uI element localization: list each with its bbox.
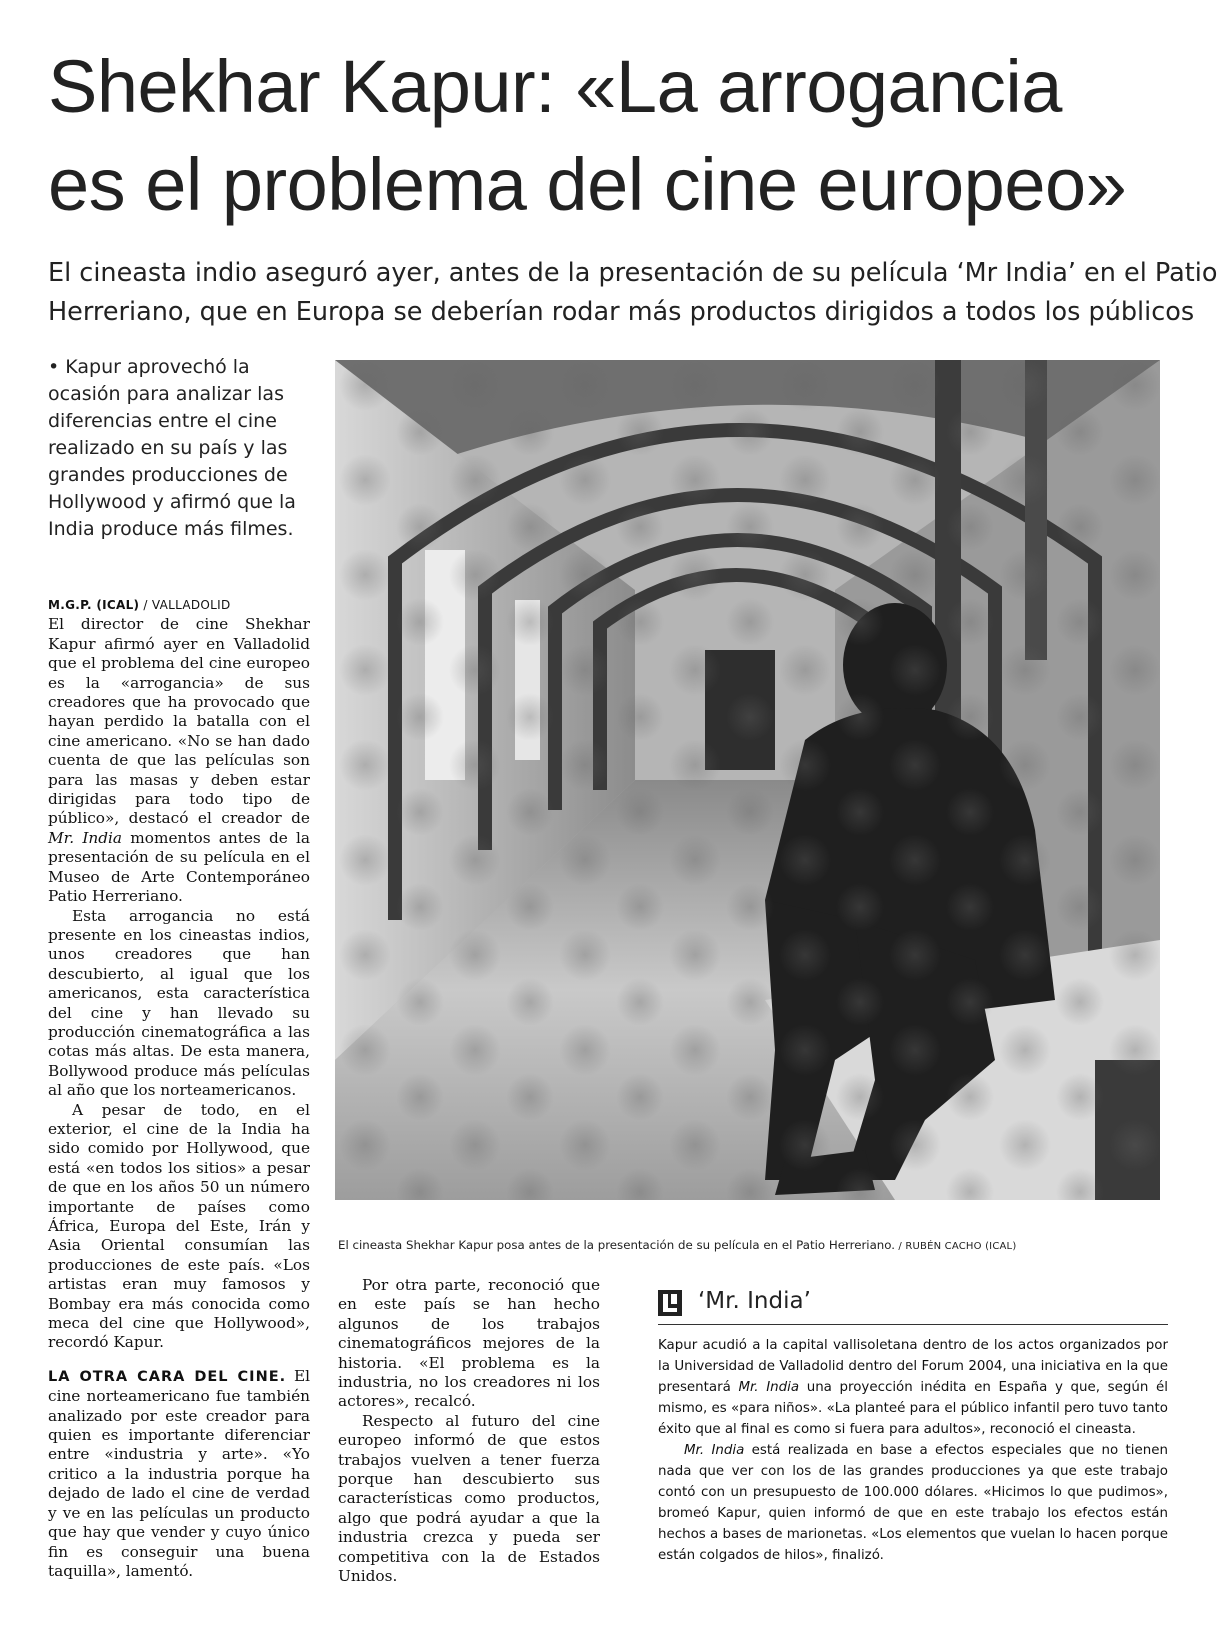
newspaper-logo-icon (658, 1290, 682, 1316)
section-heading: LA OTRA CARA DEL CINE. (48, 1368, 287, 1385)
sidebar-paragraph-1-text: Kapur acudió a la capital vallisoletana dentro de los actos organizados por la Universidad de Valladolid dentro del Forum 2004, una iniciativa en la que presentará (658, 1338, 1168, 1395)
sidebar-body (658, 1335, 1168, 1566)
headline-line-1: Shekhar Kapur: «La arrogancia (48, 45, 1062, 128)
photo-caption (338, 1238, 1168, 1252)
article-paragraph-1 (48, 615, 310, 906)
film-title: Mr. India (48, 828, 123, 847)
byline-location: / VALLADOLID (139, 598, 231, 612)
article-paragraph-6: Respecto al futuro del cine europeo informó de que estos trabajos vuelven a tener fuerza porque han descubierto sus características como productos, algo que podrá ayudar a que la industria crezca y pueda ser competitiva con la de Estados Unidos. (338, 1411, 600, 1586)
article-paragraph-4-text: El cine norteamericano fue también analizado por este creador para quien es importante diferenciar entre «industria y arte». «Yo critico a la industria porque ha dejado de lado el cine de verdad y ve en las películas un producto que hay que vender y cuyo único fin es conseguir una buena taquilla», lamentó. (48, 1366, 311, 1580)
sidebar-paragraph-1-end: una proyección inédita en España y que, según él mismo, es «para niños». «La planteé para el público infantil pero tuvo tanto éxito que al final es como si fuera para adultos», reconoció el cineasta. (658, 1380, 1168, 1437)
sidebar-header (658, 1288, 1168, 1325)
sidebar-box (658, 1288, 1168, 1566)
sidebar-film-title-2: Mr. India (684, 1443, 745, 1458)
sidebar-paragraph-2 (658, 1440, 1168, 1566)
article-paragraph-4 (48, 1367, 310, 1581)
lead-summary: • Kapur aprovechó la ocasión para analizar las diferencias entre el cine realizado en su país y las grandes producciones de Hollywood y afirmó que la India produce más filmes. (48, 356, 296, 540)
byline (48, 596, 310, 615)
sidebar-paragraph-1 (658, 1335, 1168, 1440)
subtitle (48, 254, 1218, 332)
article-column-2 (338, 1276, 600, 1587)
article-paragraph-1-text: El director de cine Shekhar Kapur afirmó ayer en Valladolid que el problema del cine europeo es la «arrogancia» de sus creadores que ha provocado que hayan perdido la batalla con el cine americano. «No se han dado cuenta de que las películas son para las masas y deben estar dirigidas para todo tipo de público», destacó el creador de (48, 615, 310, 828)
sidebar-paragraph-2-text: está realizada en base a efectos especiales que no tienen nada que ver con los de las grandes producciones ya que este trabajo contó con un presupuesto de 100.000 dólares. «Hicimos lo que pudimos», bromeó Kapur, quien informó de que en este trabajo los efectos están hechos a bases de marionetas. «Los elementos que vuelan lo hacen porque están colgados de hilos», finalizó. (658, 1443, 1168, 1563)
article-paragraph-5: Por otra parte, reconoció que en este país se han hecho algunos de los trabajos cinematográficos mejores de la historia. «El problema es la industria, no los creadores ni los actores», recalcó. (338, 1276, 600, 1411)
article-paragraph-3: A pesar de todo, en el exterior, el cine de la India ha sido comido por Hollywood, que está «en todos los sitios» a pesar de que en los años 50 un número importante de países como África, Europa del Este, Irán y Asia Oriental consumían las producciones de este país. «Los artistas eran muy famosos y Bombay era más conocida como meca del cine que Hollywood», recordó Kapur. (48, 1100, 310, 1352)
article-column-1 (48, 596, 310, 1581)
article-paragraph-2: Esta arrogancia no está presente en los cineastas indios, unos creadores que han descubierto, al igual que los americanos, esta característica del cine y han llevado su producción cinematográfica a las cotas más altas. De esta manera, Bollywood produce más películas al año que los norteamericanos. (48, 906, 310, 1100)
caption-text: El cineasta Shekhar Kapur posa antes de la presentación de su película en el Patio Herreriano. (338, 1238, 896, 1252)
headline-line-2: es el problema del cine europeo» (48, 143, 1127, 226)
article-paragraph-1-end: momentos antes de la presentación de su película en el Museo de Arte Contemporáneo Patio Herreriano. (48, 828, 310, 906)
headline (48, 38, 1198, 234)
article-photo (335, 360, 1160, 1200)
subtitle-line-1: El cineasta indio aseguró ayer, antes de la presentación de su película ‘Mr India’ en el Patio (48, 258, 1218, 288)
sidebar-title: ‘Mr. India’ (698, 1288, 811, 1314)
subtitle-line-2: Herreriano, que en Europa se deberían rodar más productos dirigidos a todos los públicos (48, 297, 1195, 327)
cloister-photo (335, 360, 1160, 1200)
sidebar-film-title: Mr. India (738, 1380, 800, 1395)
byline-author: M.G.P. (ICAL) (48, 598, 140, 612)
photo-credit: / RUBÉN CACHO (ICAL) (895, 1241, 1017, 1252)
